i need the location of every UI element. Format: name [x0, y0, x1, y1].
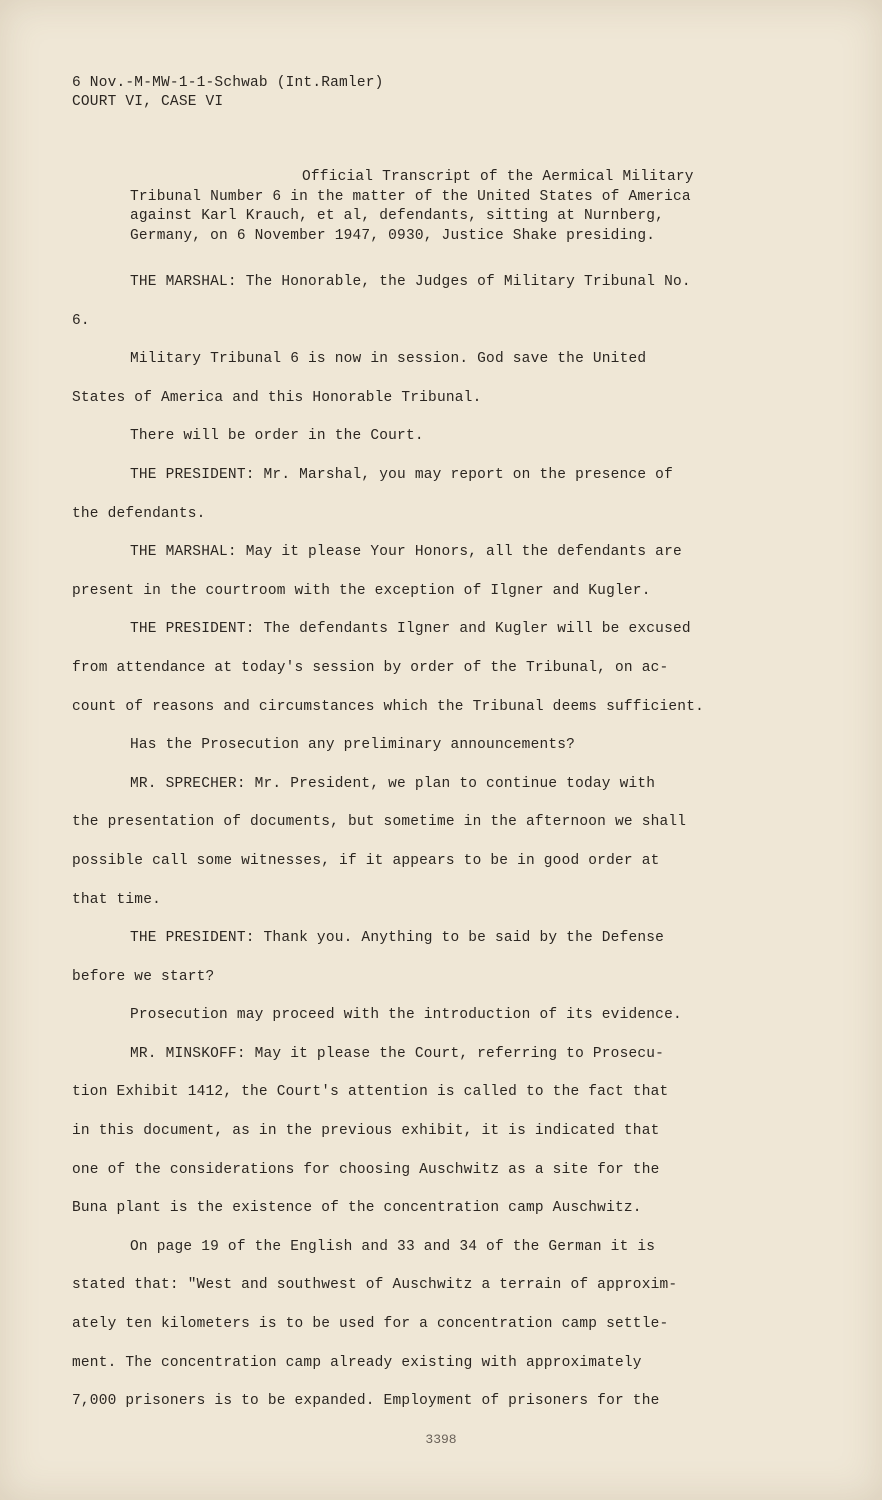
body-line: THE MARSHAL: May it please Your Honors, all the defendants are	[130, 544, 682, 561]
body-line: stated that: "West and southwest of Auschwitz a terrain of approxim-	[72, 1277, 678, 1294]
intro-line: Germany, on 6 November 1947, 0930, Justice Shake presiding.	[130, 227, 656, 244]
transcript-body	[72, 263, 762, 1421]
header-court-case: COURT VI, CASE VI	[72, 94, 224, 110]
transcript-intro	[130, 168, 790, 246]
body-line: Has the Prosecution any preliminary announcements?	[130, 737, 576, 754]
body-line: MR. SPRECHER: Mr. President, we plan to continue today with	[130, 775, 656, 792]
header-reference: 6 Nov.-M-MW-1-1-Schwab (Int.Ramler)	[72, 75, 384, 91]
body-line: Military Tribunal 6 is now in session. God save the United	[130, 351, 647, 368]
body-line: 6.	[72, 312, 90, 329]
body-line: THE PRESIDENT: Mr. Marshal, you may report on the presence of	[130, 466, 673, 483]
body-line: the defendants.	[72, 505, 206, 522]
intro-line: against Karl Krauch, et al, defendants, sitting at Nurnberg,	[130, 208, 665, 224]
body-line: THE PRESIDENT: Thank you. Anything to be said by the Defense	[130, 930, 665, 947]
intro-line: Tribunal Number 6 in the matter of the United States of America	[130, 188, 691, 205]
body-line: States of America and this Honorable Tribunal.	[72, 389, 482, 406]
intro-line: Official Transcript of the Aermical Military	[302, 169, 694, 185]
body-line: Prosecution may proceed with the introduction of its evidence.	[130, 1007, 682, 1024]
body-line: one of the considerations for choosing Auschwitz as a site for the	[72, 1161, 660, 1178]
body-line: tion Exhibit 1412, the Court's attention is called to the fact that	[72, 1084, 669, 1101]
body-line: 7,000 prisoners is to be expanded. Employment of prisoners for the	[72, 1393, 660, 1410]
body-line: from attendance at today's session by order of the Tribunal, on ac-	[72, 659, 669, 676]
body-line: ment. The concentration camp already existing with approximately	[72, 1354, 642, 1371]
body-line: that time.	[72, 891, 162, 908]
body-line: There will be order in the Court.	[130, 428, 424, 445]
document-header	[72, 74, 384, 112]
body-line: THE PRESIDENT: The defendants Ilgner and Kugler will be excused	[130, 621, 691, 638]
body-line: MR. MINSKOFF: May it please the Court, referring to Prosecu-	[130, 1045, 665, 1062]
body-line: ately ten kilometers is to be used for a concentration camp settle-	[72, 1316, 669, 1333]
body-line: possible call some witnesses, if it appears to be in good order at	[72, 852, 660, 869]
page-number: 3398	[425, 1432, 457, 1447]
body-line: count of reasons and circumstances which the Tribunal deems sufficient.	[72, 698, 705, 715]
body-line: in this document, as in the previous exhibit, it is indicated that	[72, 1123, 660, 1140]
body-line: THE MARSHAL: The Honorable, the Judges of Military Tribunal No.	[130, 274, 691, 290]
body-line: the presentation of documents, but sometime in the afternoon we shall	[72, 814, 687, 831]
body-line: On page 19 of the English and 33 and 34 of the German it is	[130, 1238, 656, 1255]
body-line: Buna plant is the existence of the concentration camp Auschwitz.	[72, 1200, 642, 1217]
body-line: before we start?	[72, 968, 215, 985]
body-line: present in the courtroom with the exception of Ilgner and Kugler.	[72, 582, 651, 599]
